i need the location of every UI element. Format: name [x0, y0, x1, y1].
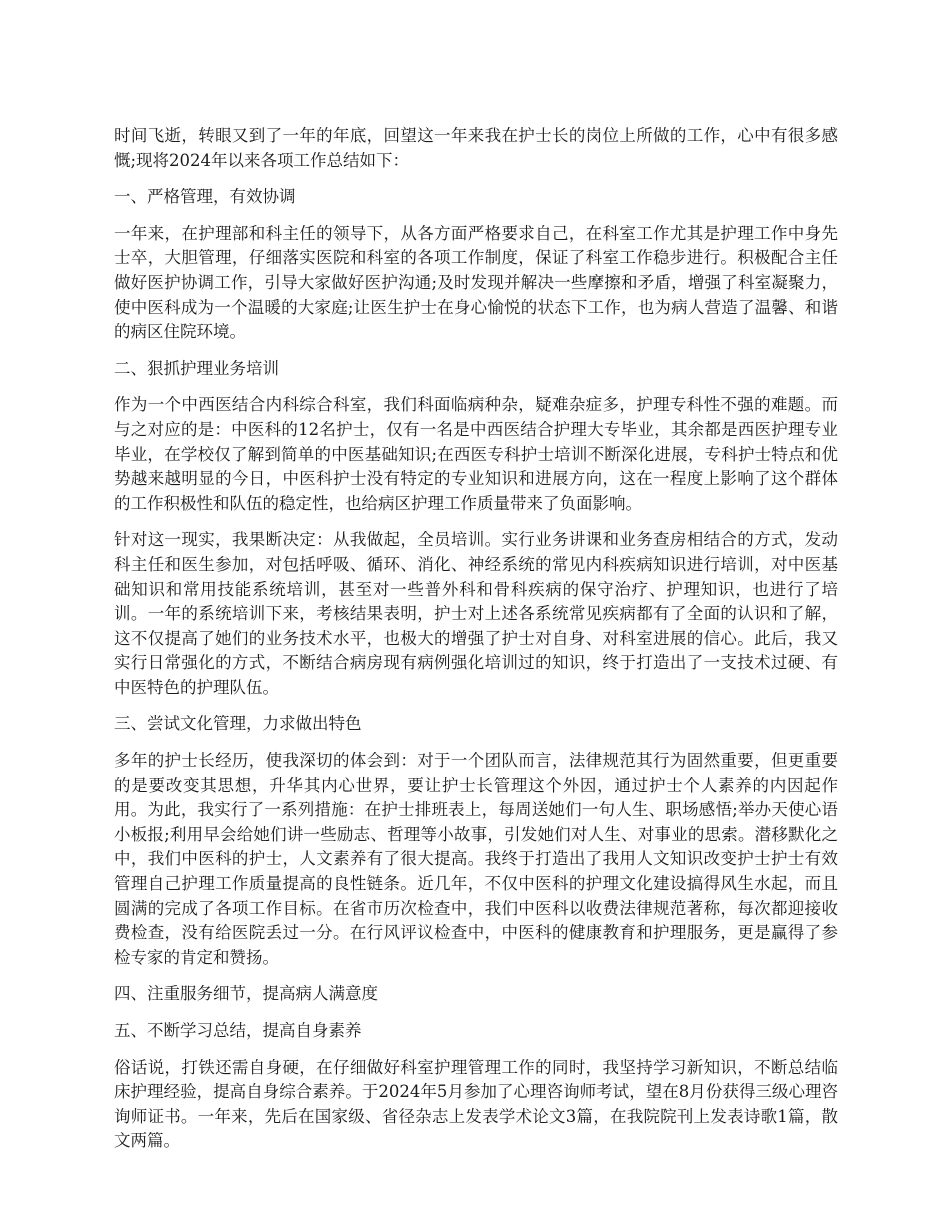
section-heading-3: 三、尝试文化管理，力求做出特色 [114, 714, 362, 734]
section-heading-2: 二、狠抓护理业务培训 [114, 358, 279, 378]
section-heading-4: 四、注重服务细节，提高病人满意度 [114, 984, 378, 1004]
document-body [114, 124, 838, 1166]
section-3-paragraph: 多年的护士长经历，使我深切的体会到：对于一个团队而言，法律规范其行为固然重要，但更重要的是要改变其思想，升华其内心世界，要让护士长管理这个外因，通过护士个人素养的内因起作用。为此，我实行了一系列措施：在护士排班表上，每周送她们一句人生、职场感悟;举办天使心语小板报;利用早会给她们讲一些励志、哲理等小故事，引发她们对人生、对事业的思索。潜移默化之中，我们中医科的护士，人文素养有了很大提高。我终于打造出了我用人文知识改变护士护士有效管理自己护理工作质量提高的良性链条。近几年，不仅中医科的护理文化建设搞得风生水起，而且圆满的完成了各项工作目标。在省市历次检查中，我们中医科以收费法律规范著称，每次都迎接收费检查，没有给医院丢过一分。在行风评议检查中，中医科的健康教育和护理服务，更是赢得了参检专家的肯定和赞扬。 [114, 751, 838, 967]
section-heading-5: 五、不断学习总结，提高自身素养 [114, 1021, 362, 1040]
section-2-paragraph-1: 作为一个中西医结合内科综合科室，我们科面临病种杂，疑难杂症多，护理专科性不强的难题。而与之对应的是：中医科的12名护士，仅有一名是中西医结合护理大专毕业，其余都是西医护理专业毕业，在学校仅了解到简单的中医基础知识;在西医专科护士培训不断深化进展，专科护士特点和优势越来越明显的今日，中医科护士没有特定的专业知识和进展方向，这在一程度上影响了这个群体的工作积极性和队伍的稳定性，也给病区护理工作质量带来了负面影响。 [114, 395, 838, 513]
section-5-paragraph: 俗话说，打铁还需自身硬，在仔细做好科室护理管理工作的同时，我坚持学习新知识，不断总结临床护理经验，提高自身综合素养。于2024年5月参加了心理咨询师考试，望在8月份获得三级心理咨询师证书。一年来，先后在国家级、省径杂志上发表学术论文3篇，在我院院刊上发表诗歌1篇，散文两篇。 [114, 1057, 838, 1151]
intro-paragraph: 时间飞逝，转眼又到了一年的年底，回望这一年来我在护士长的岗位上所做的工作，心中有很多感慨;现将2024年以来各项工作总结如下： [114, 126, 838, 170]
section-2-paragraph-2: 针对这一现实，我果断决定：从我做起，全员培训。实行业务讲课和业务查房相结合的方式，发动科主任和医生参加，对包括呼吸、循环、消化、神经系统的常见内科疾病知识进行培训，对中医基础知识和常用技能系统培训，甚至对一些普外科和骨科疾病的保守治疗、护理知识，也进行了培训。一年的系统培训下来，考核结果表明，护士对上述各系统常见疾病都有了全面的认识和了解，这不仅提高了她们的业务技术水平，也极大的增强了护士对自身、对科室进展的信心。此后，我又实行日常强化的方式，不断结合病房现有病例强化培训过的知识，终于打造出了一支技术过硬、有中医特色的护理队伍。 [114, 530, 838, 697]
section-heading-1: 一、严格管理，有效协调 [114, 187, 296, 207]
section-1-paragraph: 一年来，在护理部和科主任的领导下，从各方面严格要求自己，在科室工作尤其是护理工作中身先士卒，大胆管理，仔细落实医院和科室的各项工作制度，保证了科室工作稳步进行。积极配合主任做好医护协调工作，引导大家做好医护沟通;及时发现并解决一些摩擦和矛盾，增强了科室凝聚力，使中医科成为一个温暖的大家庭;让医生护士在身心愉悦的状态下工作，也为病人营造了温馨、和谐的病区住院环境。 [114, 223, 838, 342]
